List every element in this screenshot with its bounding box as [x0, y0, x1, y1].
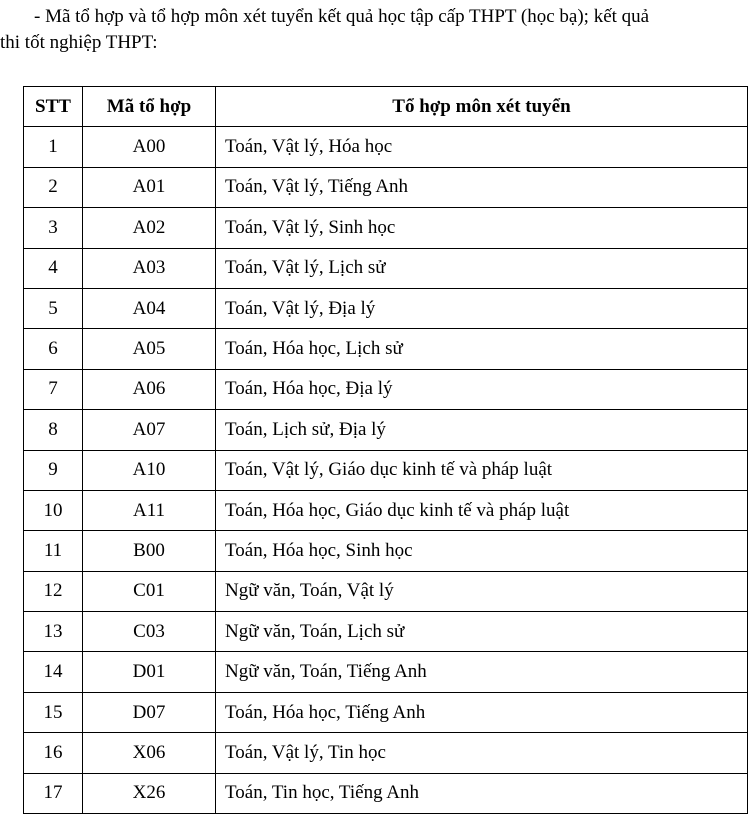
row-subjects: Ngữ văn, Toán, Vật lý [216, 571, 748, 611]
row-stt: 8 [24, 410, 83, 450]
row-subjects: Toán, Vật lý, Tiếng Anh [216, 167, 748, 207]
row-stt: 12 [24, 571, 83, 611]
row-stt: 15 [24, 692, 83, 732]
table-row [24, 369, 748, 409]
row-stt: 3 [24, 208, 83, 248]
intro-line-2: thi tốt nghiệp THPT: [0, 32, 158, 53]
row-code: A05 [83, 329, 216, 369]
row-stt: 14 [24, 652, 83, 692]
row-code: A00 [83, 127, 216, 167]
table-row [24, 490, 748, 530]
row-stt: 1 [24, 127, 83, 167]
table-row [24, 208, 748, 248]
row-stt: 2 [24, 167, 83, 207]
row-subjects: Ngữ văn, Toán, Lịch sử [216, 612, 748, 652]
row-stt: 17 [24, 773, 83, 813]
table-row [24, 127, 748, 167]
table-row [24, 410, 748, 450]
intro-line-1: - Mã tổ hợp và tổ hợp môn xét tuyển kết quả học tập cấp THPT (học bạ); kết quả [34, 6, 650, 27]
table-row [24, 450, 748, 490]
row-stt: 6 [24, 329, 83, 369]
row-stt: 5 [24, 288, 83, 328]
row-code: C01 [83, 571, 216, 611]
row-code: A02 [83, 208, 216, 248]
row-code: A10 [83, 450, 216, 490]
row-stt: 13 [24, 612, 83, 652]
row-code: A04 [83, 288, 216, 328]
row-subjects: Toán, Hóa học, Giáo dục kinh tế và pháp luật [216, 490, 748, 530]
table-row [24, 329, 748, 369]
row-code: A03 [83, 248, 216, 288]
row-subjects: Ngữ văn, Toán, Tiếng Anh [216, 652, 748, 692]
table-row [24, 733, 748, 773]
row-subjects: Toán, Hóa học, Lịch sử [216, 329, 748, 369]
row-stt: 10 [24, 490, 83, 530]
row-code: B00 [83, 531, 216, 571]
row-subjects: Toán, Vật lý, Hóa học [216, 127, 748, 167]
header-combination-code: Mã tổ hợp [83, 87, 216, 127]
table-row [24, 692, 748, 732]
row-stt: 16 [24, 733, 83, 773]
table-row [24, 248, 748, 288]
row-code: A06 [83, 369, 216, 409]
row-stt: 7 [24, 369, 83, 409]
row-stt: 4 [24, 248, 83, 288]
row-stt: 9 [24, 450, 83, 490]
row-subjects: Toán, Vật lý, Tin học [216, 733, 748, 773]
table-row [24, 612, 748, 652]
row-subjects: Toán, Vật lý, Sinh học [216, 208, 748, 248]
table-row [24, 288, 748, 328]
table-row [24, 773, 748, 813]
table-header-row [24, 87, 748, 127]
row-subjects: Toán, Vật lý, Địa lý [216, 288, 748, 328]
row-subjects: Toán, Hóa học, Sinh học [216, 531, 748, 571]
row-subjects: Toán, Lịch sử, Địa lý [216, 410, 748, 450]
row-code: D01 [83, 652, 216, 692]
table-row [24, 531, 748, 571]
row-subjects: Toán, Hóa học, Tiếng Anh [216, 692, 748, 732]
row-code: A11 [83, 490, 216, 530]
row-subjects: Toán, Hóa học, Địa lý [216, 369, 748, 409]
subject-combination-table [23, 86, 748, 814]
row-subjects: Toán, Tin học, Tiếng Anh [216, 773, 748, 813]
row-code: C03 [83, 612, 216, 652]
row-code: A01 [83, 167, 216, 207]
row-stt: 11 [24, 531, 83, 571]
header-subject-combination: Tổ hợp môn xét tuyển [216, 87, 748, 127]
row-subjects: Toán, Vật lý, Lịch sử [216, 248, 748, 288]
header-stt: STT [24, 87, 83, 127]
row-code: A07 [83, 410, 216, 450]
table-row [24, 571, 748, 611]
row-code: D07 [83, 692, 216, 732]
table-row [24, 652, 748, 692]
row-code: X26 [83, 773, 216, 813]
intro-paragraph [0, 4, 754, 56]
row-subjects: Toán, Vật lý, Giáo dục kinh tế và pháp luật [216, 450, 748, 490]
table-row [24, 167, 748, 207]
row-code: X06 [83, 733, 216, 773]
